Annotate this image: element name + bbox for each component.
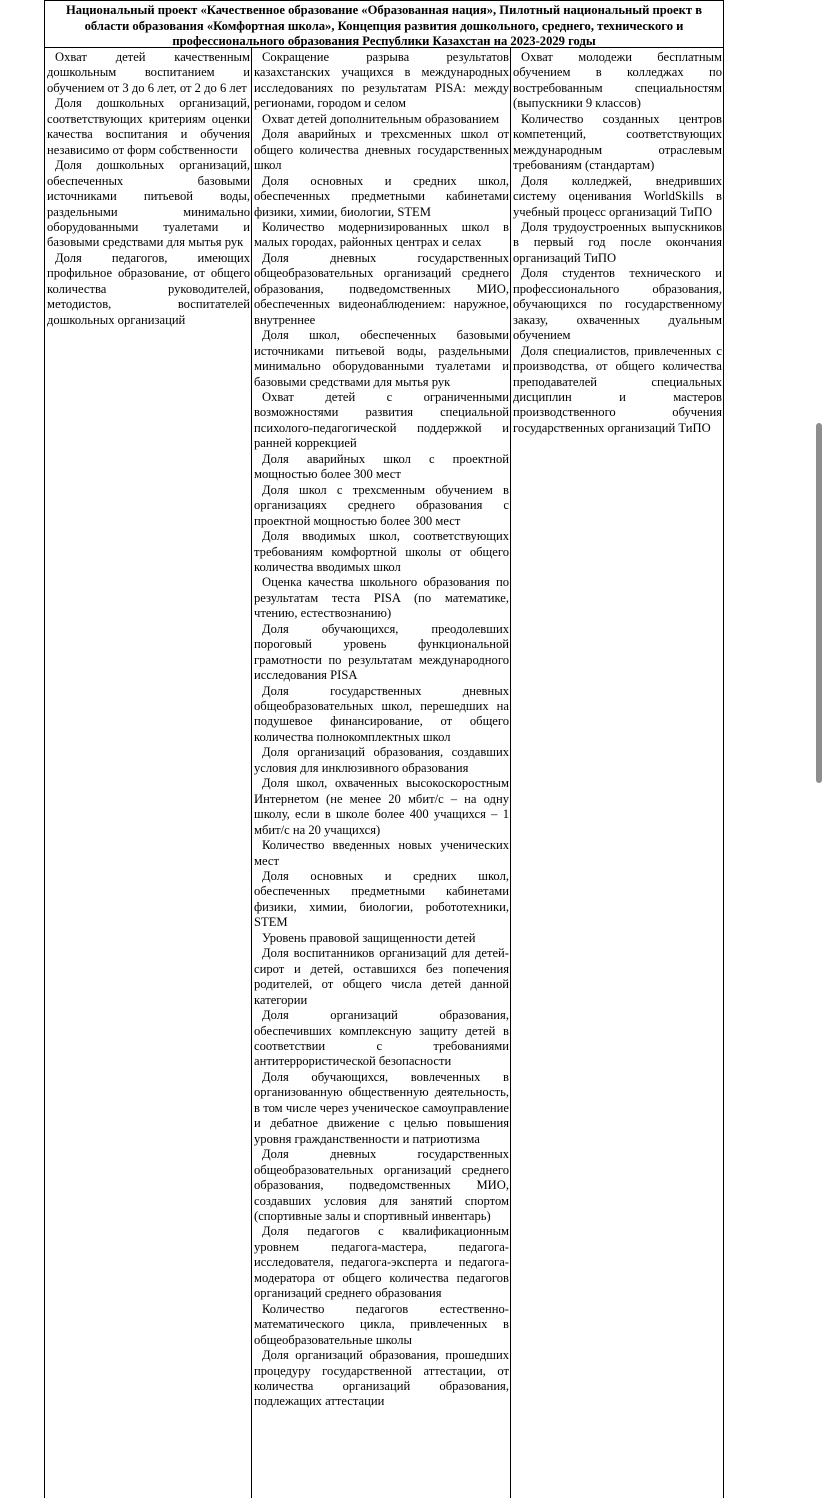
- indicator-item: Доля основных и средних школ, обеспеченных предметными кабинетами физики, химии, биологии, робототехники, STEM: [254, 869, 509, 930]
- indicator-item: Доля дошкольных организаций, соответствующих критериям оценки качества воспитания и обучения независимо от форм собственности: [47, 96, 250, 157]
- indicator-item: Доля школ, охваченных высокоскоростным Интернетом (не менее 20 мбит/с – на одну школу, если в школе более 400 учащихся – 1 мбит/с на 20 учащихся): [254, 776, 509, 837]
- indicator-item: Доля вводимых школ, соответствующих требованиям комфортной школы от общего количества вводимых школ: [254, 529, 509, 574]
- indicator-item: Оценка качества школьного образования по результатам теста PISA (по математике, чтению, естествознанию): [254, 575, 509, 621]
- indicator-item: Доля обучающихся, преодолевших пороговый уровень функциональной грамотности по результатам международного исследования PISA: [254, 621, 509, 683]
- indicator-item: Количество созданных центров компетенций, соответствующих международным отраслевым требованиям (стандартам): [513, 111, 722, 173]
- indicator-item: Охват детей дополнительным образованием: [262, 111, 500, 126]
- indicator-item: Сокращение разрыва результатов казахстанских учащихся в международных исследованиях по результатам PISA: между регионами, городом и селом: [254, 50, 509, 111]
- indicator-item: Доля основных и средних школ, обеспеченных предметными кабинетами физики, химии, биологии, STEM: [254, 173, 509, 219]
- indicator-item: Охват молодежи бесплатным обучением в колледжах по востребованным специальностям (выпускники 9 классов): [513, 50, 722, 111]
- indicator-item: Доля студентов технического и профессионального образования, обучающихся по государственному заказу, охваченных дуальным обучением: [513, 266, 722, 343]
- document-table: [44, 0, 724, 1498]
- indicator-item: Доля аварийных школ с проектной мощностью более 300 мест: [254, 451, 509, 482]
- indicator-item: Охват детей с ограниченными возможностями развития специальной психолого-педагогической поддержкой и ранней коррекцией: [254, 389, 509, 451]
- table-columns: [45, 48, 723, 1498]
- indicator-item: Доля воспитанников организаций для детей-сирот и детей, оставшихся без попечения родителей, от общего числа детей данной категории: [254, 946, 509, 1007]
- column-tvet: [511, 48, 723, 1498]
- indicator-item: Доля дневных государственных общеобразовательных организаций среднего образования, подведомственных МИО, создавших условия для занятий спортом (спортивные залы и спортивный инвентарь): [254, 1147, 509, 1223]
- column-secondary: [252, 48, 511, 1498]
- indicator-item: Доля школ с трехсменным обучением в организациях среднего образования с проектной мощностью более 300 мест: [254, 482, 509, 528]
- indicator-item: Доля специалистов, привлеченных с производства, от общего количества преподавателей специальных дисциплин и мастеров производственного обучения государственных организаций ТиПО: [513, 343, 722, 435]
- indicator-item: Доля организаций образования, обеспечивших комплексную защиту детей в соответствии с требованиями антитеррористической безопасности: [254, 1008, 509, 1069]
- indicator-item: Доля колледжей, внедривших систему оценивания WorldSkills в учебный процесс организаций ТиПО: [513, 173, 722, 219]
- indicator-item: Доля организаций образования, создавших условия для инклюзивного образования: [254, 745, 509, 775]
- indicator-item: Количество введенных новых ученических мест: [254, 838, 509, 868]
- indicator-item: Доля обучающихся, вовлеченных в организованную общественную деятельность, в том числе через ученическое самоуправление и дебатное движение с целью повышения уровня гражданственности и патриотизма: [254, 1069, 509, 1146]
- indicator-item: Доля педагогов, имеющих профильное образование, от общего количества руководителей, методистов, воспитателей дошкольных организаций: [47, 250, 250, 327]
- indicator-item: Доля организаций образования, прошедших процедуру государственной аттестации, от количества организаций образования, подлежащих аттестации: [254, 1348, 509, 1409]
- indicator-item: Доля дневных государственных общеобразовательных организаций среднего образования, подведомственных МИО, обеспеченных видеонаблюдением: наружное, внутреннее: [254, 250, 509, 327]
- vertical-scrollbar[interactable]: [816, 423, 822, 783]
- column-preschool: [45, 48, 252, 1498]
- indicator-item: Доля школ, обеспеченных базовыми источниками питьевой воды, раздельными минимально оборудованными туалетами и базовыми средствами для мытья рук: [254, 328, 509, 389]
- indicator-item: Доля трудоустроенных выпускников в первый год после окончания организаций ТиПО: [513, 219, 722, 265]
- indicator-item: Доля дошкольных организаций, обеспеченных базовыми источниками питьевой воды, раздельными минимально оборудованными туалетами и базовыми средствами для мытья рук: [47, 158, 250, 250]
- indicator-item: Уровень правовой защищенности детей: [262, 930, 476, 945]
- indicator-item: Доля государственных дневных общеобразовательных школ, перешедших на подушевое финансирование, от общего количества полнокомплектных школ: [254, 683, 509, 744]
- indicator-item: Доля педагогов с квалификационным уровнем педагога-мастера, педагога-исследователя, педагога-эксперта и педагога-модератора от общего количества педагогов организаций среднего образования: [254, 1224, 509, 1301]
- indicator-item: Охват детей качественным дошкольным воспитанием и обучением от 3 до 6 лет, от 2 до 6 лет: [47, 50, 250, 95]
- table-header: Национальный проект «Качественное образование «Образованная нация», Пилотный национальный проект в области образования «Комфортная школа», Концепция развития дошкольного, среднего, технического и профессионального образования Республики Казахстан на 2023-2029 годы: [45, 1, 723, 48]
- indicator-item: Количество модернизированных школ в малых городах, районных центрах и селах: [254, 219, 509, 250]
- indicator-item: Доля аварийных и трехсменных школ от общего количества дневных государственных школ: [254, 127, 509, 173]
- indicator-item: Количество педагогов естественно-математического цикла, привлеченных в общеобразовательные школы: [254, 1301, 509, 1347]
